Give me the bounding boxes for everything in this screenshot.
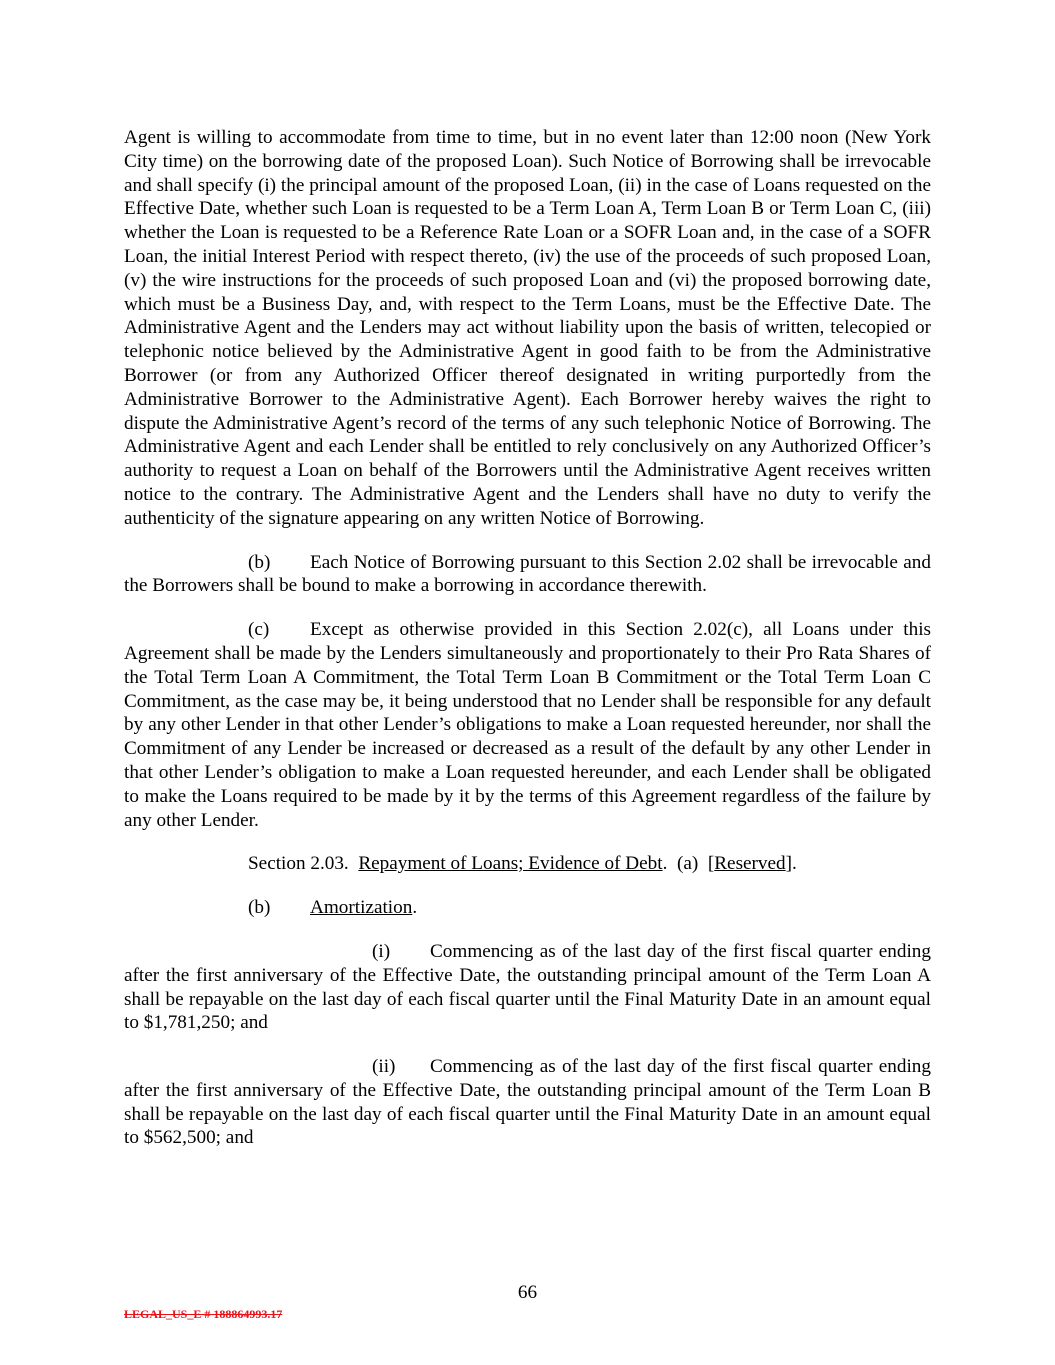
document-page [124, 126, 931, 1150]
paragraph-notice-of-borrowing: Agent is willing to accommodate from time to time, but in no event later than 12:00 noon (New York City time) on the borrowing date of the proposed Loan). Such Notice of Borrowing shall be irrevocable and shall specify (i) the principal amount of the proposed Loan, (ii) in the case of Loans requested on the Effective Date, whether such Loan is requested to be a Term Loan A, Term Loan B or Term Loan C, (iii) whether the Loan is requested to be a Reference Rate Loan or a SOFR Loan and, in the case of a SOFR Loan, the initial Interest Period with respect thereto, (iv) the use of the proceeds of such proposed Loan, (v) the wire instructions for the proceeds of such proposed Loan and (vi) the proposed borrowing date, which must be a Business Day, and, with respect to the Term Loans, must be the Effective Date. The Administrative Agent and the Lenders may act without liability upon the basis of written, telecopied or telephonic notice believed by the Administrative Agent in good faith to be from the Administrative Borrower (or from any Authorized Officer thereof designated in writing purportedly from the Administrative Borrower to the Administrative Agent). Each Borrower hereby waives the right to dispute the Administrative Agent’s record of the terms of any such telephonic Notice of Borrowing. The Administrative Agent and each Lender shall be entitled to rely conclusively on any Authorized Officer’s authority to request a Loan on behalf of the Borrowers until the Administrative Agent receives written notice to the contrary. The Administrative Agent and the Lenders shall have no duty to verify the authenticity of the signature appearing on any written Notice of Borrowing. [124, 127, 931, 529]
clause-label-c: (c) [248, 619, 270, 641]
paragraph-b [124, 551, 931, 599]
bracket-close: ]. [785, 853, 797, 875]
amortization-heading: (b) Amortization. [248, 897, 418, 919]
item-label-ii: (ii) [372, 1056, 396, 1078]
page-number: 66 [517, 1282, 538, 1303]
item-text-ii: Commencing as of the last day of the first fiscal quarter ending after the first anniversary of the Effective Date, the outstanding principal amount of the Term Loan B shall be repayable on the last day of each fiscal quarter until the Final Maturity Date in an amount equal to $562,500; and [124, 1056, 931, 1149]
paragraph-c [124, 618, 931, 832]
bracket-open: [ [707, 853, 715, 875]
subsection-label-b: (b) [248, 897, 271, 919]
section-heading-2-03: Section 2.03. Repayment of Loans; Evidence of Debt. (a) [Reserved]. [248, 853, 797, 875]
reserved-text: Reserved [714, 853, 786, 875]
amortization-item-i [124, 940, 931, 1035]
item-text-i: Commencing as of the last day of the first fiscal quarter ending after the first anniversary of the Effective Date, the outstanding principal amount of the Term Loan A shall be repayable on the last day of each fiscal quarter until the Final Maturity Date in an amount equal to $1,781,250; and [124, 940, 931, 1034]
document-footer-id: LEGAL_US_E # 188864993.17 [124, 1307, 283, 1321]
clause-text-c: Except as otherwise provided in this Section 2.02(c), all Loans under this Agreement shall be made by the Lenders simultaneously and proportionately to their Pro Rata Shares of the Total Term Loan A Commitment, the Total Term Loan B Commitment or the Total Term Loan C Commitment, as the case may be, it being understood that no Lender shall be responsible for any default by any other Lender in that other Lender’s obligations to make a Loan requested hereunder, nor shall the Commitment of any Lender be increased or decreased as a result of the default by any other Lender in that other Lender’s obligation to make a Loan requested hereunder, and each Lender shall be obligated to make the Loans required to be made by it by the terms of this Agreement regardless of the failure by any other Lender. [124, 619, 931, 831]
clause-text-b: Each Notice of Borrowing pursuant to this Section 2.02 shall be irrevocable and the Borrowers shall be bound to make a borrowing in accordance therewith. [124, 551, 931, 597]
item-label-i: (i) [372, 940, 391, 962]
amortization-item-ii [124, 1055, 931, 1150]
section-title: Repayment of Loans; Evidence of Debt [358, 853, 663, 875]
section-number: Section 2.03. [248, 853, 349, 875]
amortization-title: Amortization [310, 897, 413, 919]
clause-label-b: (b) [248, 551, 271, 573]
subsection-label-a: (a) [676, 853, 699, 875]
